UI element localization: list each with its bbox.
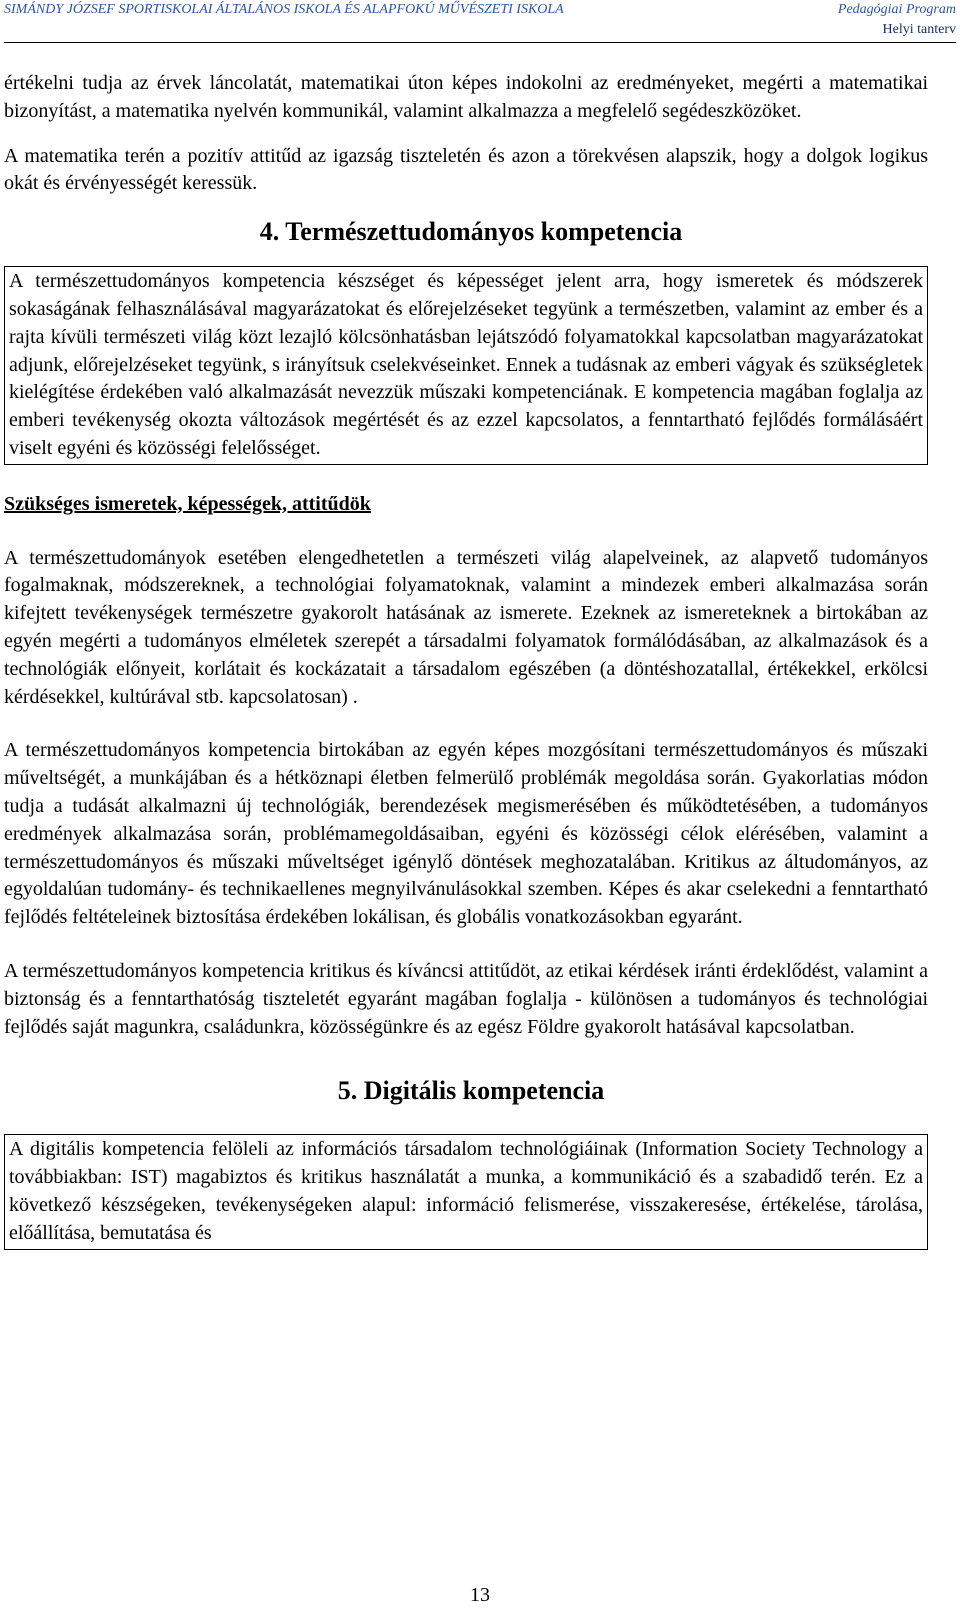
section-4-subheading: Szükséges ismeretek, képességek, attitűdök: [4, 492, 371, 515]
section-4-definition-box: A természettudományos kompetencia készséget és képességet jelent arra, hogy ismeretek és módszerek sokaságának felhasználásával magyarázatokat és előrejelzéseket tegyünk a természetben, valamint az ember és a rajta kívüli természeti világ közt lezajló kölcsönhatásban lejátszódó folyamatokkal kapcsolatban magyarázatokat adjunk, előrejelzéseket tegyünk, s irányítsuk cselekvéseinket. Ennek a tudásnak az emberi vágyak és szükségletek kielégítése érdekében való alkalmazását nevezzük műszaki kompetenciának. E kompetencia magában foglalja az emberi tevékenység okozta változások megértését és az ezzel kapcsolatos, a fenntartható fejlődés formálásáért viselt egyéni és közösségi felelősséget.: [4, 266, 928, 465]
section-5-definition-box: A digitális kompetencia felöleli az információs társadalom technológiáinak (Information Society Technology a továbbiakban: IST) magabiztos és kritikus használatát a munka, a kommunikáció és a szabadidő terén. Ez a következő készségeken, tevékenységeken alapul: információ felismerése, visszakeresése, értékelése, tárolása, előállítása, bemutatása és: [4, 1134, 928, 1249]
header-divider: [4, 42, 956, 43]
header-school-name: SIMÁNDY JÓZSEF SPORTISKOLAI ÁLTALÁNOS ISKOLA ÉS ALAPFOKÚ MŰVÉSZETI ISKOLA: [4, 2, 564, 17]
section-4-paragraph-1: A természettudományok esetében elengedhetetlen a természeti világ alapelveinek, az alapvető tudományos fogalmaknak, módszereknek, a technológiai folyamatoknak, valamint a mindezek emberi alkalmazása során kifejtett tevékenységek természetre gyakorolt hatásának az ismerete. Ezeknek az ismereteknek a birtokában az egyén megérti a tudományos elméletek szerepét a társadalmi folyamatok formálódásában, az alkalmazások és a technológiák előnyeit, korlátait és kockázatait a társadalom egészében (a döntéshozatallal, értékekkel, erkölcsi kérdésekkel, kultúrával stb. kapcsolatosan) .: [4, 546, 928, 708]
section-4-title: 4. Természettudományos kompetencia: [259, 217, 683, 247]
header-document-subtitle: Helyi tanterv: [882, 22, 956, 37]
section-4-paragraph-2: A természettudományos kompetencia birtokában az egyén képes mozgósítani természettudományos és műszaki műveltségét, a munkájában és a hétköznapi életben felmerülő problémák megoldása során. Gyakorlatias módon tudja a tudását alkalmazni új technológiák, berendezések megismerésében és működtetésében, a tudományos eredmények alkalmazása során, problémamegoldásaiban, egyéni és közösségi célok elérésében, valamint a természettudományos és műszaki műveltséget igénylő döntések meghozatalában. Kritikus az áltudományos, az egyoldalúan tudomány- és technikaellenes megnyilvánulásokkal szemben. Képes és akar cselekedni a fenntartható fejlődés feltételeinek biztosítása érdekében lokálisan, és globális vonatkozásokban egyaránt.: [4, 739, 928, 929]
intro-paragraph-2: A matematika terén a pozitív attitűd az igazság tiszteletén és azon a törekvésen alapszik, hogy a dolgok logikus okát és érvényességét keressük.: [4, 144, 928, 195]
section-4-paragraph-3: A természettudományos kompetencia kritikus és kíváncsi attitűdöt, az etikai kérdések iránti érdeklődést, valamint a biztonság és a fenntarthatóság tiszteletét egyaránt magában foglalja - különösen a tudományos és technológiai fejlődés saját magunkra, családunkra, közösségünkre és az egész Földre gyakorolt hatásával kapcsolatban.: [4, 959, 928, 1038]
section-5-title: 5. Digitális kompetencia: [337, 1076, 605, 1106]
header-document-type: Pedagógiai Program: [837, 2, 956, 17]
page-number: 13: [470, 1584, 490, 1606]
document-body: [4, 70, 928, 1250]
intro-paragraph-1: értékelni tudja az érvek láncolatát, matematikai úton képes indokolni az eredményeket, megérti a matematikai bizonyítást, a matematika nyelvén kommunikál, valamint alkalmazza a megfelelő segédeszközöket.: [4, 72, 928, 122]
page-header: [4, 2, 956, 42]
